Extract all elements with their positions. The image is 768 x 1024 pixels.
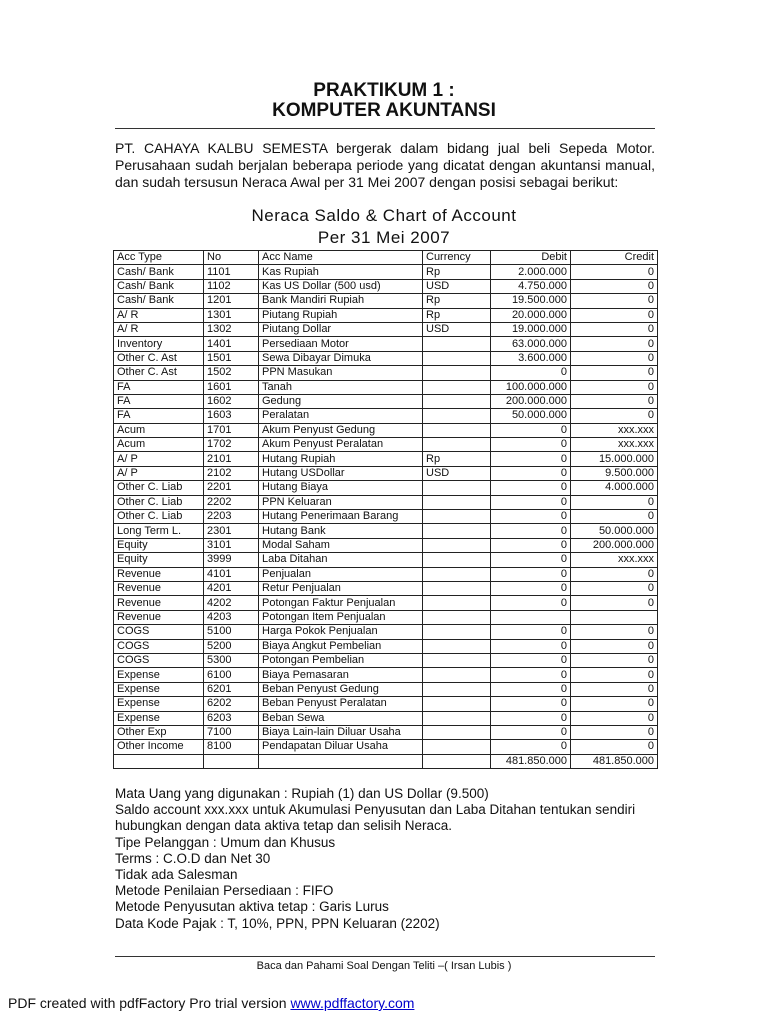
table-cell: Expense <box>114 697 204 711</box>
table-cell: COGS <box>114 653 204 667</box>
table-cell: 0 <box>571 294 658 308</box>
table-cell: Piutang Rupiah <box>259 308 423 322</box>
table-cell: 4101 <box>204 567 259 581</box>
table-cell: 0 <box>571 337 658 351</box>
table-cell: Biaya Angkut Pembelian <box>259 639 423 653</box>
table-cell: 0 <box>571 740 658 754</box>
table-cell: PPN Keluaran <box>259 495 423 509</box>
table-row <box>114 524 658 538</box>
table-cell: 0 <box>491 510 571 524</box>
table-cell: 19.000.000 <box>491 322 571 336</box>
table-cell: 0 <box>571 639 658 653</box>
table-cell: 0 <box>571 409 658 423</box>
table-row <box>114 337 658 351</box>
table-cell: 0 <box>571 625 658 639</box>
table-cell <box>423 725 491 739</box>
table-row <box>114 481 658 495</box>
table-row <box>114 610 658 624</box>
intro-paragraph: PT. CAHAYA KALBU SEMESTA bergerak dalam bidang jual beli Sepeda Motor. Perusahaan sudah berjalan beberapa periode yang dicatat dengan akuntansi manual, dan sudah tersusun Neraca Awal per 31 Mei 2007 dengan posisi sebagai berikut: <box>115 140 655 190</box>
notes <box>115 786 635 932</box>
table-cell: 200.000.000 <box>491 394 571 408</box>
table-cell: Hutang Penerimaan Barang <box>259 510 423 524</box>
table-row <box>114 366 658 380</box>
table-cell <box>423 625 491 639</box>
column-header: Debit <box>491 251 571 265</box>
table-row <box>114 409 658 423</box>
table-cell: Other Exp <box>114 725 204 739</box>
table-cell: Acum <box>114 438 204 452</box>
table-cell: 0 <box>491 740 571 754</box>
table-cell: 0 <box>491 423 571 437</box>
table-cell: 1701 <box>204 423 259 437</box>
table-cell: Persediaan Motor <box>259 337 423 351</box>
title-line-1: PRAKTIKUM 1 : <box>313 80 455 101</box>
table-cell: 1601 <box>204 380 259 394</box>
table-row <box>114 567 658 581</box>
table-cell: 0 <box>571 682 658 696</box>
table-row <box>114 438 658 452</box>
table-cell: Revenue <box>114 567 204 581</box>
table-header-row <box>114 251 658 265</box>
table-cell: A/ P <box>114 452 204 466</box>
table-cell: Other C. Ast <box>114 351 204 365</box>
table-cell: 3999 <box>204 553 259 567</box>
table-cell <box>423 351 491 365</box>
table-cell: 2301 <box>204 524 259 538</box>
table-cell: 15.000.000 <box>571 452 658 466</box>
empty-cell <box>114 754 204 768</box>
table-cell <box>423 524 491 538</box>
table-cell: Revenue <box>114 581 204 595</box>
table-cell <box>423 394 491 408</box>
table-cell: 5200 <box>204 639 259 653</box>
table-cell: 1502 <box>204 366 259 380</box>
table-cell: 4202 <box>204 596 259 610</box>
note-line: hubungkan dengan data aktiva tetap dan selisih Neraca. <box>115 818 452 834</box>
table-cell: Equity <box>114 538 204 552</box>
empty-cell <box>204 754 259 768</box>
note-line: Tipe Pelanggan : Umum dan Khusus <box>115 834 336 850</box>
table-cell: 2101 <box>204 452 259 466</box>
table-cell: Rp <box>423 265 491 279</box>
table-cell: 2201 <box>204 481 259 495</box>
table-row <box>114 394 658 408</box>
table-row <box>114 581 658 595</box>
table-cell: Gedung <box>259 394 423 408</box>
table-row <box>114 510 658 524</box>
table-cell: 200.000.000 <box>571 538 658 552</box>
table-cell: 100.000.000 <box>491 380 571 394</box>
table-row <box>114 308 658 322</box>
table-cell: Cash/ Bank <box>114 265 204 279</box>
table-cell: 0 <box>571 322 658 336</box>
note-line: Metode Penilaian Persediaan : FIFO <box>115 883 334 899</box>
note-line: Mata Uang yang digunakan : Rupiah (1) dan US Dollar (9.500) <box>115 786 489 801</box>
table-row <box>114 697 658 711</box>
table-cell: 0 <box>571 394 658 408</box>
table-cell: 63.000.000 <box>491 337 571 351</box>
table-cell <box>423 337 491 351</box>
table-title: Neraca Saldo & Chart of Account <box>251 206 517 225</box>
total-credit: 481.850.000 <box>571 754 658 768</box>
table-cell: 0 <box>491 538 571 552</box>
column-header: Credit <box>571 251 658 265</box>
table-cell: 0 <box>491 596 571 610</box>
table-cell: Retur Penjualan <box>259 581 423 595</box>
table-cell: Equity <box>114 553 204 567</box>
table-cell: Potongan Faktur Penjualan <box>259 596 423 610</box>
table-cell: 50.000.000 <box>491 409 571 423</box>
table-cell: A/ R <box>114 308 204 322</box>
table-cell <box>423 423 491 437</box>
table-cell: COGS <box>114 639 204 653</box>
note-line: Terms : C.O.D dan Net 30 <box>115 850 271 866</box>
table-cell <box>423 567 491 581</box>
table-cell: 4201 <box>204 581 259 595</box>
empty-cell <box>259 754 423 768</box>
table-cell: Potongan Pembelian <box>259 653 423 667</box>
table-cell: Other C. Liab <box>114 481 204 495</box>
table-cell: USD <box>423 279 491 293</box>
table-cell: 4.750.000 <box>491 279 571 293</box>
table-cell: 6203 <box>204 711 259 725</box>
table-row <box>114 538 658 552</box>
table-cell: FA <box>114 409 204 423</box>
table-cell: 1401 <box>204 337 259 351</box>
table-cell <box>423 596 491 610</box>
table-row <box>114 265 658 279</box>
table-cell: Biaya Lain-lain Diluar Usaha <box>259 725 423 739</box>
table-cell <box>423 653 491 667</box>
table-cell: Rp <box>423 294 491 308</box>
table-cell: 0 <box>571 380 658 394</box>
table-cell: Expense <box>114 682 204 696</box>
table-cell: 2203 <box>204 510 259 524</box>
table-cell: Modal Saham <box>259 538 423 552</box>
table-cell: 0 <box>491 639 571 653</box>
table-cell: Rp <box>423 308 491 322</box>
pdf-link[interactable]: www.pdffactory.com <box>290 995 415 1011</box>
table-row <box>114 423 658 437</box>
table-cell <box>423 380 491 394</box>
table-cell: 9.500.000 <box>571 466 658 480</box>
table-cell <box>423 409 491 423</box>
table-cell: 0 <box>571 725 658 739</box>
table-cell: 0 <box>491 697 571 711</box>
table-cell: 20.000.000 <box>491 308 571 322</box>
table-cell: Piutang Dollar <box>259 322 423 336</box>
table-cell: USD <box>423 322 491 336</box>
table-row <box>114 553 658 567</box>
note-line: Tidak ada Salesman <box>115 867 238 883</box>
note-line: Data Kode Pajak : T, 10%, PPN, PPN Keluaran (2202) <box>115 915 440 931</box>
table-cell: 0 <box>571 308 658 322</box>
table-cell: 0 <box>491 481 571 495</box>
table-cell <box>423 697 491 711</box>
table-subtitle: Per 31 Mei 2007 <box>317 228 451 247</box>
table-cell: 1101 <box>204 265 259 279</box>
table-cell: Harga Pokok Penjualan <box>259 625 423 639</box>
table-cell: 0 <box>571 279 658 293</box>
table-cell: 0 <box>491 625 571 639</box>
table-cell: Rp <box>423 452 491 466</box>
table-cell: 6202 <box>204 697 259 711</box>
footer-divider <box>115 956 655 957</box>
table-cell: 0 <box>491 524 571 538</box>
column-header: Currency <box>423 251 491 265</box>
table-row <box>114 380 658 394</box>
table-cell: 0 <box>571 653 658 667</box>
table-cell: Laba Ditahan <box>259 553 423 567</box>
table-cell <box>423 438 491 452</box>
table-cell: Beban Sewa <box>259 711 423 725</box>
table-cell: 0 <box>571 596 658 610</box>
table-cell: 0 <box>571 351 658 365</box>
table-cell: 4.000.000 <box>571 481 658 495</box>
table-cell: Hutang Bank <box>259 524 423 538</box>
table-cell: Expense <box>114 668 204 682</box>
table-cell: Akum Penyust Gedung <box>259 423 423 437</box>
table-cell <box>571 610 658 624</box>
table-cell: Kas Rupiah <box>259 265 423 279</box>
pdf-banner <box>8 995 414 1011</box>
note-line: Saldo account xxx.xxx untuk Akumulasi Penyusutan dan Laba Ditahan tentukan sendiri <box>115 802 636 818</box>
table-cell <box>423 495 491 509</box>
table-cell: A/ R <box>114 322 204 336</box>
table-cell <box>423 610 491 624</box>
table-cell: Inventory <box>114 337 204 351</box>
table-cell <box>423 553 491 567</box>
table-cell: 1702 <box>204 438 259 452</box>
table-cell: Penjualan <box>259 567 423 581</box>
table-cell: Akum Penyust Peralatan <box>259 438 423 452</box>
table-cell <box>423 510 491 524</box>
table-cell: 0 <box>571 366 658 380</box>
table-row <box>114 668 658 682</box>
pdf-banner-text: PDF created with pdfFactory Pro trial version <box>8 995 291 1011</box>
table-cell: 0 <box>491 452 571 466</box>
table-cell <box>423 366 491 380</box>
table-cell: xxx.xxx <box>571 423 658 437</box>
table-cell: 50.000.000 <box>571 524 658 538</box>
table-cell: 0 <box>491 553 571 567</box>
table-row <box>114 322 658 336</box>
table-cell: 0 <box>491 581 571 595</box>
table-row <box>114 466 658 480</box>
table-cell: 0 <box>491 711 571 725</box>
table-cell: Hutang Rupiah <box>259 452 423 466</box>
table-cell: 1302 <box>204 322 259 336</box>
table-cell <box>491 610 571 624</box>
table-cell: 0 <box>491 495 571 509</box>
table-row <box>114 452 658 466</box>
table-cell: 6201 <box>204 682 259 696</box>
top-divider <box>115 128 655 129</box>
table-cell: 0 <box>571 697 658 711</box>
table-row <box>114 495 658 509</box>
table-cell <box>423 639 491 653</box>
table-cell: 1603 <box>204 409 259 423</box>
empty-cell <box>423 754 491 768</box>
table-cell: PPN Masukan <box>259 366 423 380</box>
table-cell: Pendapatan Diluar Usaha <box>259 740 423 754</box>
table-cell: 5300 <box>204 653 259 667</box>
table-cell: 0 <box>571 668 658 682</box>
table-cell: 1301 <box>204 308 259 322</box>
chart-of-account-table <box>113 250 658 769</box>
table-cell: 1102 <box>204 279 259 293</box>
table-cell: 0 <box>491 682 571 696</box>
table-row <box>114 351 658 365</box>
table-cell: 0 <box>491 438 571 452</box>
table-cell: Peralatan <box>259 409 423 423</box>
footer-text: Baca dan Pahami Soal Dengan Teliti –( Irsan Lubis ) <box>256 960 512 972</box>
table-cell: Acum <box>114 423 204 437</box>
table-cell: Bank Mandiri Rupiah <box>259 294 423 308</box>
table-row <box>114 653 658 667</box>
table-cell: 4203 <box>204 610 259 624</box>
table-cell: 2102 <box>204 466 259 480</box>
table-row <box>114 711 658 725</box>
table-cell: 7100 <box>204 725 259 739</box>
table-cell: COGS <box>114 625 204 639</box>
table-cell: 0 <box>491 567 571 581</box>
table-cell: 3.600.000 <box>491 351 571 365</box>
table-cell <box>423 538 491 552</box>
table-cell: Other C. Liab <box>114 510 204 524</box>
table-cell: Tanah <box>259 380 423 394</box>
column-header: No <box>204 251 259 265</box>
table-cell: Potongan Item Penjualan <box>259 610 423 624</box>
table-cell: Kas US Dollar (500 usd) <box>259 279 423 293</box>
table-cell: 0 <box>571 711 658 725</box>
table-cell <box>423 740 491 754</box>
table-row <box>114 639 658 653</box>
table-cell: 2.000.000 <box>491 265 571 279</box>
table-cell: Revenue <box>114 610 204 624</box>
table-cell: Cash/ Bank <box>114 279 204 293</box>
table-cell <box>423 711 491 725</box>
table-cell: 0 <box>491 668 571 682</box>
table-cell: Revenue <box>114 596 204 610</box>
table-cell: 0 <box>571 265 658 279</box>
table-cell: 2202 <box>204 495 259 509</box>
table-cell: 19.500.000 <box>491 294 571 308</box>
table-cell: 0 <box>491 366 571 380</box>
table-row <box>114 279 658 293</box>
table-cell <box>423 581 491 595</box>
table-cell: Sewa Dibayar Dimuka <box>259 351 423 365</box>
column-header: Acc Type <box>114 251 204 265</box>
table-cell: 0 <box>491 653 571 667</box>
table-row <box>114 740 658 754</box>
table-cell: 0 <box>491 725 571 739</box>
table-cell: A/ P <box>114 466 204 480</box>
table-cell: USD <box>423 466 491 480</box>
table-cell: Beban Penyust Gedung <box>259 682 423 696</box>
table-cell <box>423 481 491 495</box>
table-cell <box>423 668 491 682</box>
table-cell: 0 <box>571 495 658 509</box>
table-cell: Hutang USDollar <box>259 466 423 480</box>
table-cell: Long Term L. <box>114 524 204 538</box>
table-cell: 0 <box>491 466 571 480</box>
table-cell: 0 <box>571 581 658 595</box>
table-cell: Hutang Biaya <box>259 481 423 495</box>
table-row <box>114 596 658 610</box>
table-cell: 8100 <box>204 740 259 754</box>
table-cell <box>423 682 491 696</box>
table-cell: Expense <box>114 711 204 725</box>
table-cell: 5100 <box>204 625 259 639</box>
table-cell: 6100 <box>204 668 259 682</box>
totals-row <box>114 754 658 768</box>
table-cell: Other C. Liab <box>114 495 204 509</box>
table-cell: 1602 <box>204 394 259 408</box>
title-line-2: KOMPUTER AKUNTANSI <box>272 100 496 121</box>
table-cell: 1501 <box>204 351 259 365</box>
table-row <box>114 294 658 308</box>
table-cell: FA <box>114 394 204 408</box>
table-cell: 0 <box>571 510 658 524</box>
table-cell: Cash/ Bank <box>114 294 204 308</box>
table-cell: Other Income <box>114 740 204 754</box>
table-row <box>114 682 658 696</box>
table-cell: FA <box>114 380 204 394</box>
note-line: Metode Penyusutan aktiva tetap : Garis Lurus <box>115 899 389 915</box>
table-cell: Beban Penyust Peralatan <box>259 697 423 711</box>
table-cell: Biaya Pemasaran <box>259 668 423 682</box>
table-row <box>114 725 658 739</box>
table-row <box>114 625 658 639</box>
table-cell: 0 <box>571 567 658 581</box>
table-cell: Other C. Ast <box>114 366 204 380</box>
table-cell: 3101 <box>204 538 259 552</box>
table-cell: xxx.xxx <box>571 553 658 567</box>
table-cell: 1201 <box>204 294 259 308</box>
table-cell: xxx.xxx <box>571 438 658 452</box>
total-debit: 481.850.000 <box>491 754 571 768</box>
column-header: Acc Name <box>259 251 423 265</box>
